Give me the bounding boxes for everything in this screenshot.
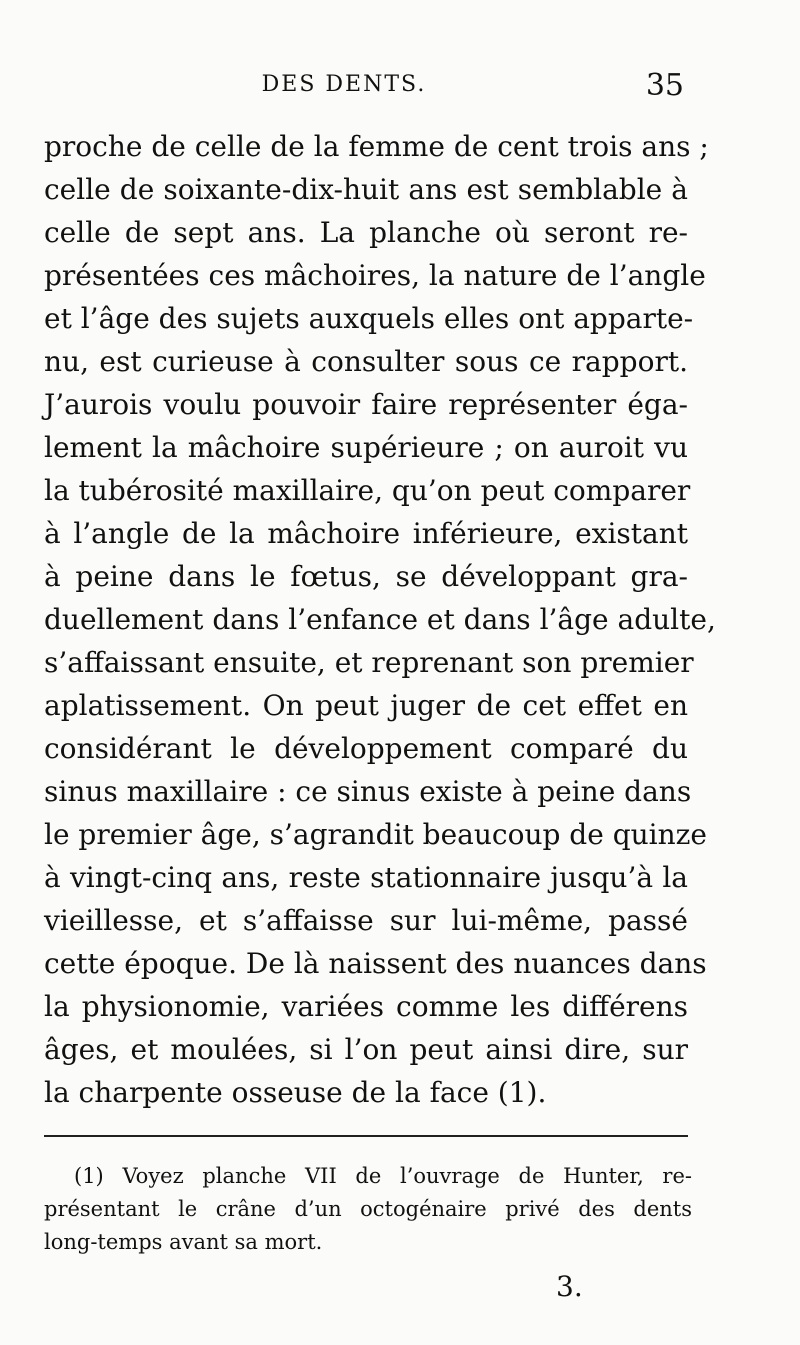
text-line: nu, est curieuse à consulter sous ce rapport. <box>44 345 688 378</box>
running-head: DES DENTS. <box>261 72 427 97</box>
text-line: cette époque. De là naissent des nuances dans <box>44 947 707 980</box>
footnote-line: présentant le crâne d’un octogénaire privé des dents <box>44 1197 692 1221</box>
text-line: aplatissement. On peut juger de cet effet en <box>44 689 688 722</box>
text-line: et l’âge des sujets auxquels elles ont apparte- <box>44 302 694 335</box>
text-line: J’aurois voulu pouvoir faire représenter éga- <box>44 388 688 421</box>
text-line: le premier âge, s’agrandit beaucoup de quinze <box>44 818 707 851</box>
footnote-divider <box>44 1135 688 1137</box>
footnote-line: (1) Voyez planche VII de l’ouvrage de Hunter, re- <box>74 1164 692 1188</box>
text-line: à vingt-cinq ans, reste stationnaire jusqu’à la <box>44 861 688 894</box>
text-line: âges, et moulées, si l’on peut ainsi dire, sur <box>44 1033 688 1066</box>
text-line: considérant le développement comparé du <box>44 732 688 765</box>
text-line: s’affaissant ensuite, et reprenant son premier <box>44 646 694 679</box>
text-line: proche de celle de la femme de cent trois ans ; <box>44 130 709 163</box>
text-line: présentées ces mâchoires, la nature de l’angle <box>44 259 706 292</box>
page-header <box>44 68 684 112</box>
text-line: lement la mâchoire supérieure ; on auroit vu <box>44 431 688 464</box>
signature-mark: 3. <box>556 1270 583 1303</box>
text-line: la physionomie, variées comme les différens <box>44 990 688 1023</box>
footnote <box>44 1160 692 1259</box>
text-line: sinus maxillaire : ce sinus existe à peine dans <box>44 775 692 808</box>
body-text <box>44 125 716 1114</box>
text-line: duellement dans l’enfance et dans l’âge adulte, <box>44 603 716 636</box>
footnote-line: long-temps avant sa mort. <box>44 1230 323 1254</box>
text-line: la charpente osseuse de la face (1). <box>44 1076 547 1109</box>
text-line: celle de sept ans. La planche où seront re- <box>44 216 688 249</box>
text-line: vieillesse, et s’affaisse sur lui-même, passé <box>44 904 688 937</box>
text-line: la tubérosité maxillaire, qu’on peut comparer <box>44 474 691 507</box>
page-number: 35 <box>645 68 684 103</box>
text-line: celle de soixante-dix-huit ans est semblable à <box>44 173 688 206</box>
text-line: à l’angle de la mâchoire inférieure, existant <box>44 517 688 550</box>
text-line: à peine dans le fœtus, se développant gra- <box>44 560 688 593</box>
